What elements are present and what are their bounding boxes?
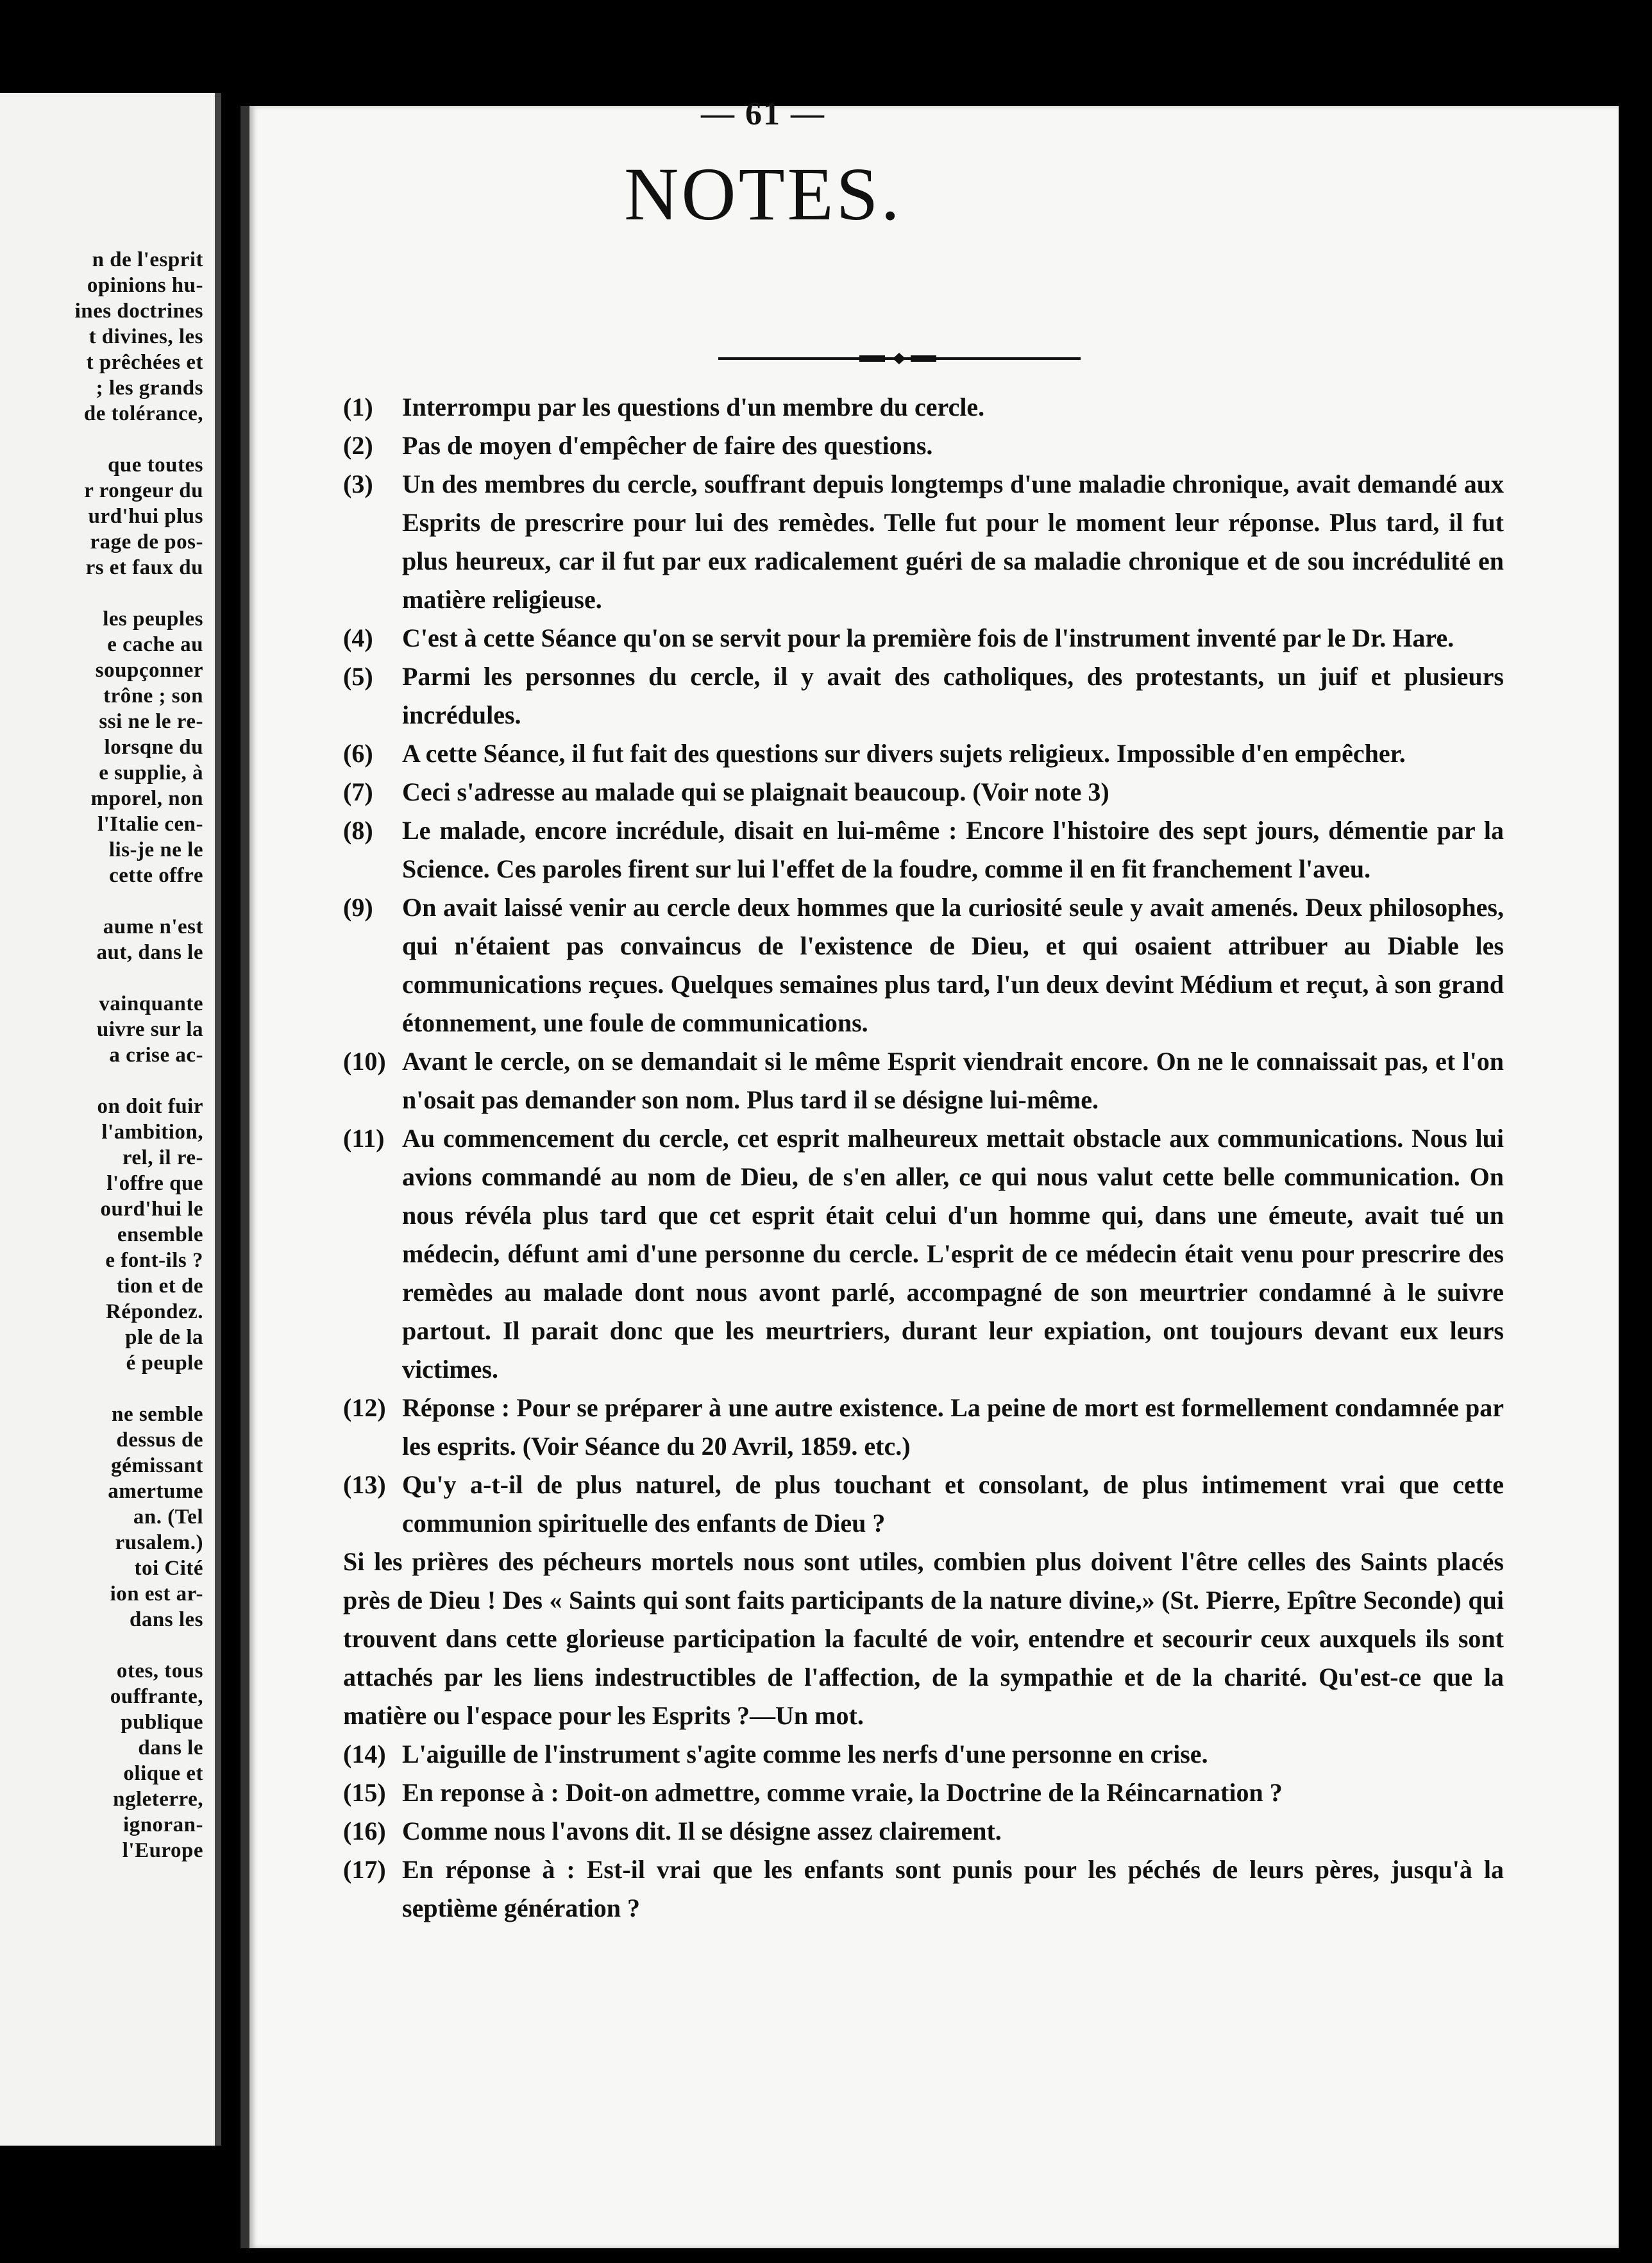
- note-number: (8): [343, 816, 373, 845]
- note-number: (15): [343, 1778, 386, 1807]
- facing-line: r rongeur du: [84, 479, 203, 502]
- line-gap: [0, 1376, 203, 1402]
- note-text: Comme nous l'avons dit. Il se désigne assez clairement.: [402, 1817, 1002, 1845]
- facing-line: uivre sur la: [96, 1018, 203, 1041]
- facing-line: rusalem.): [115, 1531, 203, 1554]
- note-item: [343, 657, 1504, 734]
- note-item: [343, 1466, 1504, 1543]
- note-item: [343, 619, 1504, 657]
- facing-line: e font-ils ?: [105, 1249, 203, 1272]
- facing-line: ines doctrines: [74, 300, 203, 323]
- note-number: (2): [343, 431, 373, 460]
- facing-line: cette offre: [109, 864, 203, 887]
- facing-line: é peuple: [126, 1352, 203, 1375]
- facing-line: t prêchées et: [86, 351, 203, 374]
- note-number: (7): [343, 777, 373, 806]
- facing-line: l'ambition,: [101, 1121, 203, 1144]
- note-item: [343, 1735, 1504, 1774]
- facing-line: Répondez.: [105, 1300, 203, 1323]
- facing-line: urd'hui plus: [88, 505, 203, 528]
- facing-line: lorsqne du: [104, 736, 203, 759]
- ornament-divider: [718, 352, 1081, 366]
- facing-line: ple de la: [125, 1326, 203, 1349]
- facing-line: gémissant: [111, 1454, 203, 1477]
- facing-line: dans les: [130, 1608, 203, 1631]
- facing-line: ne semble: [112, 1403, 203, 1426]
- facing-line: que toutes: [108, 453, 203, 477]
- facing-line: ignoran-: [122, 1813, 203, 1836]
- note-text: A cette Séance, il fut fait des questions sur divers sujets religieux. Impossible d'en empêcher.: [402, 739, 1406, 768]
- facing-line: toi Cité: [134, 1557, 203, 1580]
- page-number: — 61 —: [701, 96, 825, 132]
- note-text: Le malade, encore incrédule, disait en lui-même : Encore l'histoire des sept jours, démentie par la Science. Ces paroles firent sur lui l'effet de la foudre, comme il en fit franchement l'aveu.: [402, 816, 1504, 883]
- facing-line: les peuples: [103, 607, 203, 631]
- facing-line: olique et: [123, 1762, 203, 1785]
- note-item: [343, 811, 1504, 888]
- facing-line: otes, tous: [116, 1659, 203, 1682]
- note-item: [343, 427, 1504, 465]
- paragraph: Si les prières des pécheurs mortels nous sont utiles, combien plus doivent l'être celles des Saints placés près de Dieu ! Des « Saints qui sont faits participants de la nature divine,» (St. Pierre, Epître Seconde) qui trouvent dans cette glorieuse participation la faculté de voir, entendre et secourir ceux auxquels ils sont attachés par les liens indestructibles de l'affection, de la sympathie et de la charité. Qu'est-ce que la matière ou l'espace pour les Esprits ?—Un mot.: [343, 1547, 1504, 1730]
- line-gap: [0, 1068, 203, 1094]
- facing-line: e cache au: [107, 633, 203, 656]
- facing-line: l'Europe: [122, 1839, 203, 1862]
- facing-line: on doit fuir: [97, 1095, 203, 1118]
- notes-list: [343, 388, 1504, 1928]
- facing-page: [0, 93, 221, 2146]
- note-item: [343, 465, 1504, 619]
- facing-line: lis-je ne le: [108, 838, 203, 861]
- facing-line: ssi ne le re-: [99, 710, 203, 733]
- facing-line: l'offre que: [106, 1172, 203, 1195]
- note-text: Au commencement du cercle, cet esprit malheureux mettait obstacle aux communications. Nous lui avions commandé au nom de Dieu, de s'en aller, ce qui nous valut cette belle communication. On nous révéla plus tard que cet esprit était celui d'un homme qui, dans une émeute, avait tué un médecin, défunt ami d'une personne du cercle. L'esprit de ce médecin était venu pour prescrire des remèdes au malade dont nous avont parlé, accompagné de son meurtrier condamné à le suivre partout. Il parait donc que les meurtriers, durant leur expiation, ont toujours devant eux leurs victimes.: [402, 1124, 1504, 1384]
- facing-line: rel, il re-: [122, 1146, 203, 1169]
- facing-line: mporel, non: [90, 787, 203, 810]
- note-text: Parmi les personnes du cercle, il y avait des catholiques, des protestants, un juif et plusieurs incrédules.: [402, 662, 1504, 729]
- note-number: (6): [343, 739, 373, 768]
- facing-line: t divines, les: [88, 325, 203, 348]
- note-text: L'aiguille de l'instrument s'agite comme les nerfs d'une personne en crise.: [402, 1740, 1208, 1768]
- note-item: [343, 1812, 1504, 1851]
- facing-line: ngleterre,: [113, 1788, 203, 1811]
- line-gap: [0, 965, 203, 991]
- line-gap: [0, 427, 203, 452]
- facing-line: a crise ac-: [109, 1044, 203, 1067]
- note-text: Interrompu par les questions d'un membre du cercle.: [402, 393, 985, 421]
- facing-line: soupçonner: [95, 659, 203, 682]
- note-number: (3): [343, 470, 373, 498]
- note-text: Pas de moyen d'empêcher de faire des questions.: [402, 431, 933, 460]
- facing-line: trône ; son: [103, 684, 203, 708]
- facing-line: aume n'est: [103, 915, 203, 938]
- facing-line: n de l'esprit: [92, 248, 203, 271]
- page-title: NOTES.: [624, 152, 902, 236]
- note-number: (13): [343, 1470, 386, 1499]
- facing-line: vainquante: [99, 992, 203, 1015]
- facing-line: aut, dans le: [96, 941, 203, 964]
- facing-line: rs et faux du: [85, 556, 203, 579]
- note-text: C'est à cette Séance qu'on se servit pour la première fois de l'instrument inventé par le Dr. Hare.: [402, 623, 1454, 652]
- note-number: (12): [343, 1393, 386, 1422]
- note-item: [343, 1042, 1504, 1119]
- facing-line: l'Italie cen-: [97, 813, 203, 836]
- line-gap: [0, 1632, 203, 1658]
- note-item: [343, 1389, 1504, 1466]
- facing-line: e supplie, à: [99, 761, 203, 784]
- facing-line: ensemble: [117, 1223, 203, 1246]
- note-number: (9): [343, 893, 373, 922]
- facing-page-text: [0, 247, 203, 1863]
- note-item: [343, 1119, 1504, 1389]
- note-number: (5): [343, 662, 373, 691]
- note-number: (11): [343, 1124, 385, 1153]
- facing-line: amertume: [108, 1480, 203, 1503]
- note-text: Réponse : Pour se préparer à une autre existence. La peine de mort est formellement condamnée par les esprits. (Voir Séance du 20 Avril, 1859. etc.): [402, 1393, 1504, 1461]
- facing-line: an. (Tel: [133, 1505, 203, 1529]
- facing-line: de tolérance,: [83, 402, 203, 425]
- facing-line: ouffrante,: [110, 1685, 203, 1708]
- note-item: [343, 1774, 1504, 1812]
- note-text: Avant le cercle, on se demandait si le même Esprit viendrait encore. On ne le connaissait pas, et l'on n'osait pas demander son nom. Plus tard il se désigne lui-même.: [402, 1047, 1504, 1114]
- facing-line: dessus de: [116, 1428, 203, 1452]
- facing-line: dans le: [138, 1736, 203, 1759]
- facing-line: ion est ar-: [110, 1582, 203, 1606]
- facing-line: ; les grands: [96, 377, 203, 400]
- note-text: Qu'y a-t-il de plus naturel, de plus touchant et consolant, de plus intimement vrai que cette communion spirituelle des enfants de Dieu ?: [402, 1470, 1504, 1538]
- facing-line: opinions hu-: [87, 274, 203, 297]
- facing-line: ourd'hui le: [100, 1198, 203, 1221]
- line-gap: [0, 581, 203, 606]
- facing-line: rage de pos-: [90, 530, 203, 554]
- note-text: Ceci s'adresse au malade qui se plaignait beaucoup. (Voir note 3): [402, 777, 1109, 806]
- note-item: [343, 734, 1504, 773]
- note-number: (16): [343, 1817, 386, 1845]
- facing-line: tion et de: [116, 1275, 203, 1298]
- note-number: (1): [343, 393, 373, 421]
- note-item: [343, 388, 1504, 427]
- note-number: (14): [343, 1740, 386, 1768]
- note-number: (17): [343, 1855, 386, 1884]
- note-text: En reponse à : Doit-on admettre, comme vraie, la Doctrine de la Réincarnation ?: [402, 1778, 1283, 1807]
- note-text: Un des membres du cercle, souffrant depuis longtemps d'une maladie chronique, avait demandé aux Esprits de prescrire pour lui des remèdes. Telle fut pour le moment leur réponse. Plus tard, il fut plus heureux, car il fut par eux radicalement guéri de sa maladie chronique et de sou incrédulité en matière religieuse.: [402, 470, 1504, 614]
- line-gap: [0, 888, 203, 914]
- note-number: (4): [343, 623, 373, 652]
- note-item: [343, 888, 1504, 1042]
- note-item: [343, 1851, 1504, 1928]
- note-item: [343, 773, 1504, 811]
- note-number: (10): [343, 1047, 386, 1076]
- note-text: En réponse à : Est-il vrai que les enfants sont punis pour les péchés de leurs pères, jusqu'à la septième génération ?: [402, 1855, 1504, 1922]
- note-text: On avait laissé venir au cercle deux hommes que la curiosité seule y avait amenés. Deux philosophes, qui n'étaient pas convaincus de l'existence de Dieu, et qui osaient attribuer au Diable les communications reçues. Quelques semaines plus tard, l'un deux devint Médium et reçut, à son grand étonnement, une foule de communications.: [402, 893, 1504, 1037]
- facing-line: publique: [121, 1711, 203, 1734]
